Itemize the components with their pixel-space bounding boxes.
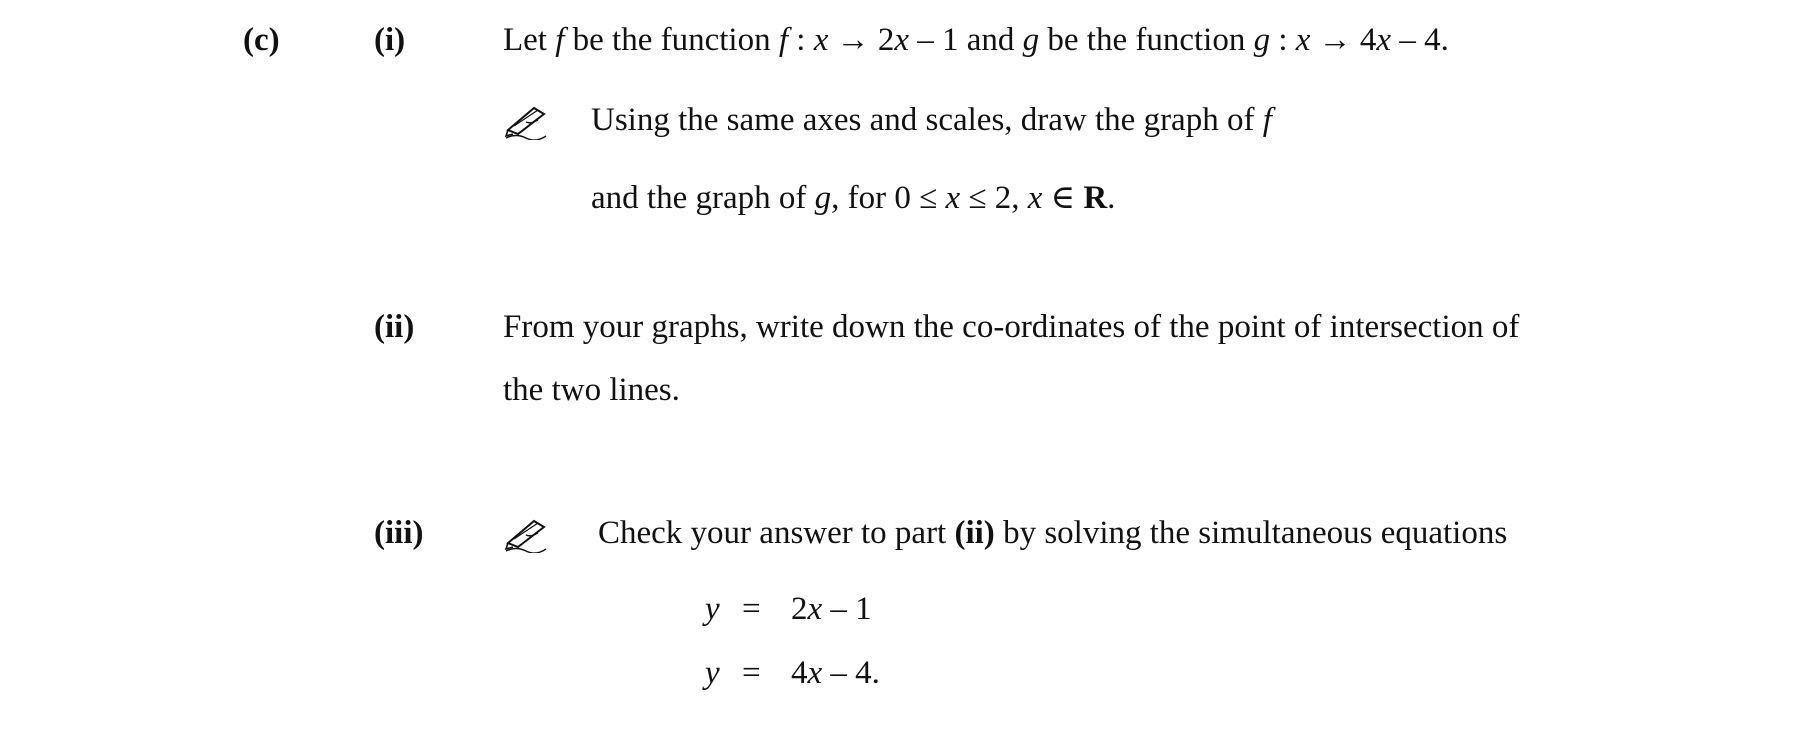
text-run: – 4.: [822, 655, 880, 691]
equation-lhs: y: [705, 655, 720, 691]
equals-sign: =: [742, 655, 761, 691]
text-run: be the function: [564, 22, 779, 58]
text-run: → 2: [828, 22, 895, 58]
subpart-iii-instruction: [598, 513, 1507, 553]
pencil-writing-icon: [504, 100, 550, 140]
part-label: (c): [243, 22, 280, 58]
text-run: :: [788, 22, 814, 58]
equation-1: [705, 589, 905, 629]
equation-rhs: [791, 653, 880, 693]
text-run: Using the same axes and scales, draw the graph of: [591, 102, 1263, 138]
subpart-iii-label: (iii): [374, 515, 424, 551]
text-run: .: [1107, 180, 1116, 216]
math-var: x: [807, 655, 823, 691]
subpart-ii-line1: From your graphs, write down the co-ordinates of the point of intersection of: [503, 309, 1520, 345]
math-var: x: [1027, 180, 1043, 216]
text-run: , for 0 ≤: [831, 180, 946, 216]
subpart-i-instruction-line2: [591, 178, 1115, 218]
subpart-i-instruction-line1: [591, 100, 1272, 140]
subpart-ii-label: (ii): [374, 309, 415, 345]
equation-rhs: [791, 589, 872, 629]
text-run: Let: [503, 22, 556, 58]
text-run: 2: [791, 591, 808, 627]
text-run: be the function: [1039, 22, 1254, 58]
math-var: x: [807, 591, 823, 627]
text-run: – 1 and: [909, 22, 1023, 58]
reals-symbol: R: [1083, 180, 1108, 216]
math-var: x: [945, 180, 961, 216]
text-run: by solving the simultaneous equations: [994, 515, 1508, 551]
text-run: :: [1270, 22, 1296, 58]
math-var: f: [1262, 102, 1272, 138]
text-run: ≤ 2,: [960, 180, 1028, 216]
math-var: x: [894, 22, 909, 58]
math-var: g: [814, 180, 832, 216]
text-run: – 1: [822, 591, 872, 627]
math-var: x: [813, 22, 829, 58]
equation-lhs: y: [705, 591, 720, 627]
equation-2: [705, 653, 905, 693]
math-var: f: [555, 22, 565, 58]
math-var: f: [778, 22, 789, 58]
pencil-writing-icon: [504, 513, 550, 553]
text-run: Check your answer to part: [598, 515, 955, 551]
math-var: x: [1376, 22, 1392, 58]
subpart-i-statement: [503, 20, 1449, 60]
subpart-ii-line2: the two lines.: [503, 372, 680, 408]
text-run: and the graph of: [591, 180, 815, 216]
equals-sign: =: [742, 591, 761, 627]
math-var: x: [1295, 22, 1311, 58]
part-reference: (ii): [954, 515, 995, 551]
text-run: → 4: [1310, 22, 1377, 58]
math-var: g: [1253, 22, 1271, 58]
math-var: g: [1022, 22, 1040, 58]
subpart-i-label: (i): [374, 22, 406, 58]
text-run: – 4.: [1391, 22, 1449, 58]
text-run: 4: [791, 655, 808, 691]
text-run: ∈: [1042, 180, 1084, 216]
